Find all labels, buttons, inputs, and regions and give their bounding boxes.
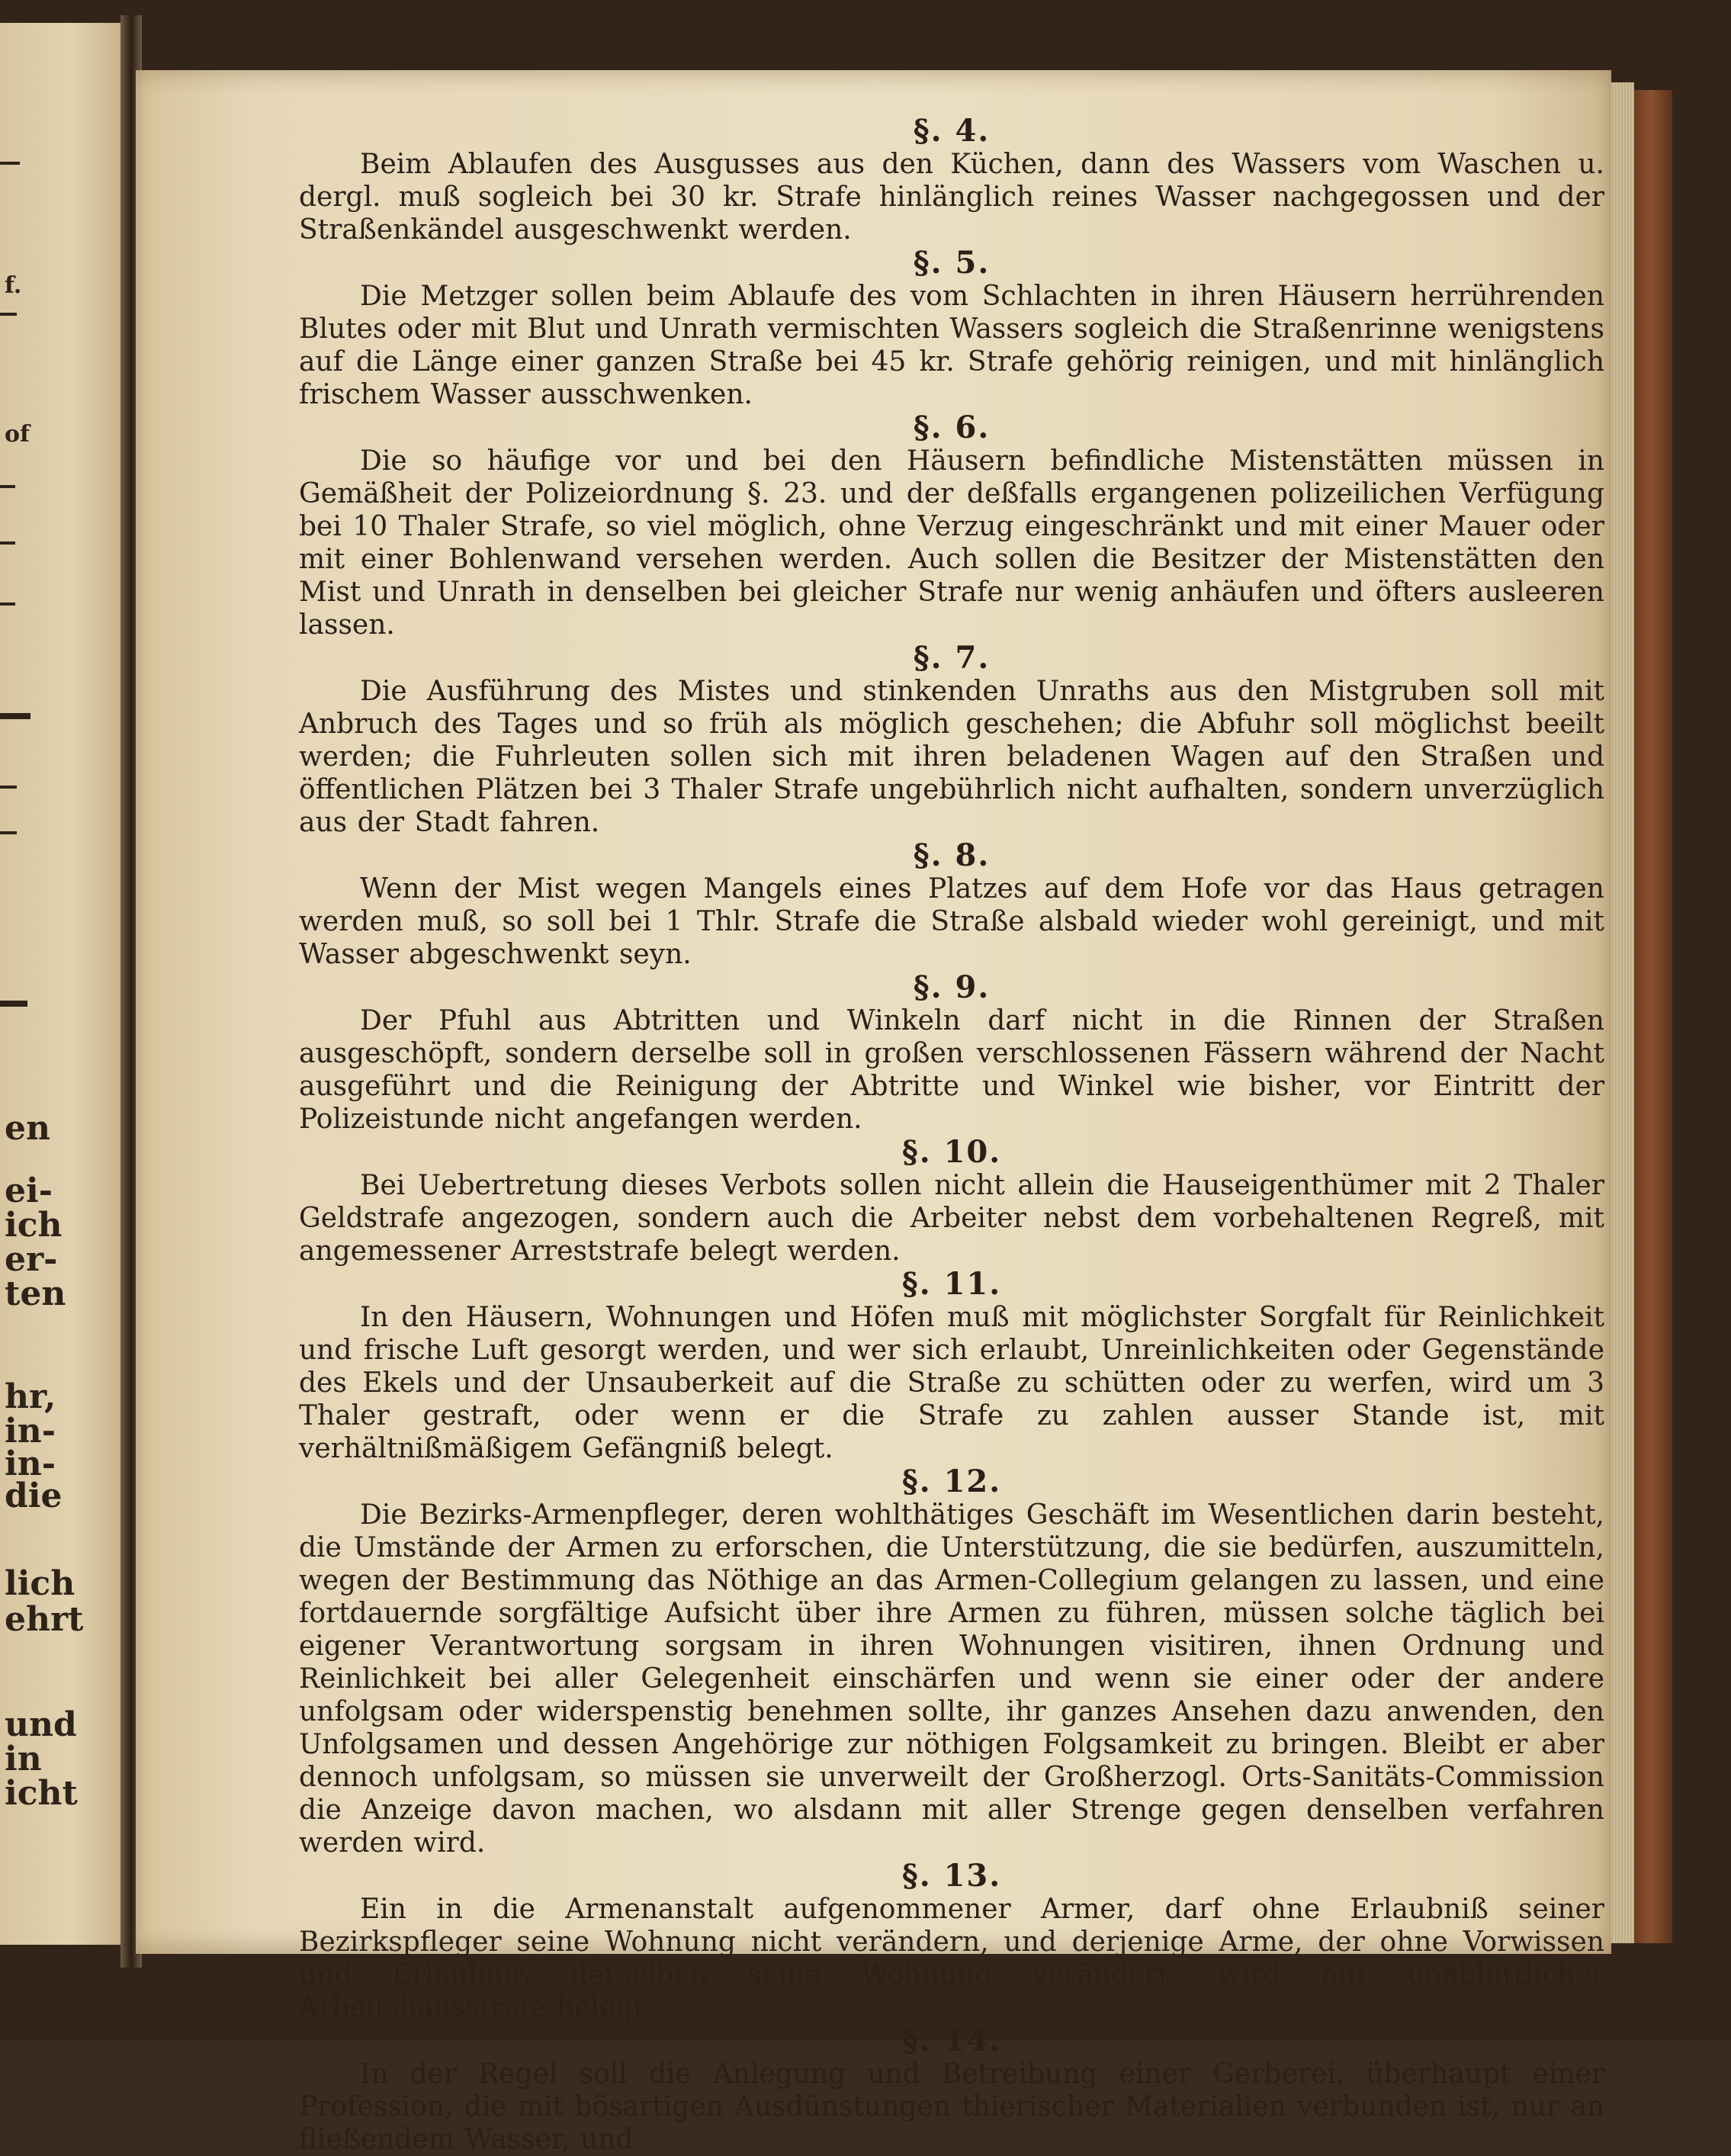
left-page-fragment: hr,	[5, 1377, 56, 1416]
section-10	[299, 1136, 1604, 1268]
section-13	[299, 1859, 1604, 2024]
page-edges	[1611, 82, 1634, 1943]
left-page-rule	[0, 831, 17, 834]
left-page-fragment: ten	[5, 1274, 66, 1313]
section-heading: §. 11.	[901, 1266, 1002, 1302]
left-page-rule	[0, 786, 17, 789]
section-4	[299, 114, 1604, 246]
section-text: Die Ausführung des Mistes und stinkenden Unraths aus den Mistgruben soll mit Anbruch des Tages und so früh als möglich geschehen; die Abfuhr soll möglichst beeilt werden; die Fuhrleuten sollen sich mit ihren beladenen Wagen auf den Straßen und öffentlichen Plätzen bei 3 Thaler Strafe ungebührlich nicht aufhalten, sondern unverzüglich aus der Stadt fahren.	[299, 676, 1604, 838]
left-page-rule	[0, 602, 15, 606]
section-heading: §. 8.	[913, 837, 991, 873]
left-page-fragment: in-	[5, 1412, 56, 1451]
left-page-fragment: die	[5, 1476, 63, 1515]
left-page-rule	[0, 1001, 27, 1007]
section-text: Die so häufige vor und bei den Häusern befindliche Mistenstätten müssen in Gemäßheit der Polizeiordnung §. 23. und der deßfalls ergangenen polizeilichen Verfügung bei 10 Thaler Strafe, so viel möglich, ohne Verzug eingeschränkt und mit einer Mauer oder mit einer Bohlenwand versehen werden. Auch sollen die Besitzer der Mistenstätten den Mist und Unrath in denselben bei gleicher Strafe nur wenig anhäufen und öfters ausleeren lassen.	[299, 445, 1604, 641]
section-9	[299, 971, 1604, 1136]
left-page-fragment: in	[5, 1740, 42, 1778]
left-page-fragment: lich	[5, 1564, 75, 1603]
section-heading: §. 14.	[901, 2023, 1002, 2058]
section-text: Wenn der Mist wegen Mangels eines Platzes auf dem Hofe vor das Haus getragen werden muß, so soll bei 1 Thlr. Strafe die Straße alsbald wieder wohl gereinigt, und mit Wasser abgeschwenkt seyn.	[299, 873, 1604, 970]
section-heading: §. 9.	[913, 969, 991, 1005]
left-page-fragment: ehrt	[5, 1600, 84, 1639]
left-page-fragment: of	[5, 421, 30, 448]
left-page-edge	[0, 23, 130, 1945]
left-page-fragment: in-	[5, 1444, 56, 1483]
section-text: In den Häusern, Wohnungen und Höfen muß mit möglichster Sorgfalt für Reinlichkeit und frische Luft gesorgt werden, und wer sich erlaubt, Unreinlichkeiten oder Gegenstände des Ekels und der Unsauberkeit auf die Straße zu schütten oder zu werfen, wird um 3 Thaler gestraft, oder wenn er die Strafe zu zahlen ausser Stande ist, mit verhältnißmäßigem Gefängniß belegt.	[299, 1302, 1604, 1464]
section-text: In der Regel soll die Anlegung und Betreibung einer Gerberei, überhaupt einer Profession, die mit bösartigen Ausdünstungen thierischer Materialien verbunden ist, nur an fließendem Wasser, und	[299, 2058, 1604, 2155]
section-8	[299, 839, 1604, 971]
section-text: Der Pfuhl aus Abtritten und Winkeln darf nicht in die Rinnen der Straßen ausgeschöpft, sondern derselbe soll in großen verschlossenen Fässern während der Nacht ausgeführt und die Reinigung der Abtritte und Winkel wie bisher, vor Eintritt der Polizeistunde nicht angefangen werden.	[299, 1005, 1604, 1135]
book-cover-edge	[1634, 90, 1672, 1943]
section-heading: §. 6.	[913, 410, 991, 445]
left-page-fragment: en	[5, 1109, 50, 1148]
left-page-fragment: ich	[5, 1206, 63, 1245]
text-column	[299, 114, 1604, 2156]
section-12	[299, 1465, 1604, 1859]
section-text: Die Metzger sollen beim Ablaufe des vom Schlachten in ihren Häusern herrührenden Blutes oder mit Blut und Unrath vermischten Wassers sogleich die Straßenrinne wenigstens auf die Länge einer ganzen Straße bei 45 kr. Strafe gehörig reinigen, und mit hinlänglich frischem Wasser ausschwenken.	[299, 281, 1604, 410]
section-heading: §. 5.	[913, 245, 991, 281]
section-5	[299, 246, 1604, 411]
section-6	[299, 411, 1604, 641]
section-text: Die Bezirks-Armenpfleger, deren wohlthätiges Geschäft im Wesentlichen darin besteht, die Umstände der Armen zu erforschen, die Unterstützung, die sie bedürfen, auszumitteln, wegen der Bestimmung das Nöthige an das Armen-Collegium gelangen zu lassen, und eine fortdauernde sorgfältige Aufsicht über ihre Armen zu führen, müssen solche täglich bei eigener Verantwortung sorgsam in ihren Wohnungen visitiren, ihnen Ordnung und Reinlichkeit bei aller Gelegenheit einschärfen und wenn sie einer oder der andere unfolgsam oder widerspenstig benehmen sollte, ihr ganzes Ansehen dazu anwenden, den Unfolgsamen und dessen Angehörige zur nöthigen Folgsamkeit zu bringen. Bleibt er aber dennoch unfolgsam, so müssen sie unverweilt der Großherzogl. Orts-Sanitäts-Commission die Anzeige davon machen, wo alsdann mit aller Strenge gegen denselben verfahren werden wird.	[299, 1499, 1604, 1859]
section-text: Bei Uebertretung dieses Verbots sollen nicht allein die Hauseigenthümer mit 2 Thaler Geldstrafe angezogen, sondern auch die Arbeiter nebst dem vorbehaltenen Regreß, mit angemessener Arreststrafe belegt werden.	[299, 1170, 1604, 1267]
left-page-rule	[0, 485, 15, 488]
left-page-fragment: ei-	[5, 1171, 53, 1210]
section-heading: §. 10.	[901, 1134, 1002, 1170]
left-page-fragment: er-	[5, 1240, 58, 1279]
left-page-rule	[0, 162, 20, 165]
section-heading: §. 4.	[913, 113, 991, 149]
section-14	[299, 2024, 1604, 2156]
section-11	[299, 1268, 1604, 1465]
section-heading: §. 13.	[901, 1858, 1002, 1894]
left-page-rule	[0, 713, 31, 719]
section-heading: §. 7.	[913, 640, 991, 676]
left-page-rule	[0, 541, 15, 545]
left-page-fragment: icht	[5, 1774, 78, 1813]
section-7	[299, 641, 1604, 839]
section-heading: §. 12.	[901, 1464, 1002, 1499]
left-page-fragment: und	[5, 1705, 77, 1744]
section-text: Beim Ablaufen des Ausgusses aus den Küchen, dann des Wassers vom Waschen u. dergl. muß sogleich bei 30 kr. Strafe hinlänglich reines Wasser nachgegossen und der Straßenkändel ausgeschwenkt werden.	[299, 149, 1604, 246]
left-page-fragment: f.	[5, 272, 22, 299]
section-text: Ein in die Armenanstalt aufgenommener Armer, darf ohne Erlaubniß seiner Bezirkspfleger seine Wohnung nicht verändern, und derjenige Arme, der ohne Vorwissen und Erlaubniß derselben seine Wohnung verändert, wird mit unabbittlicher Arbeitshausstrafe belegt.	[299, 1894, 1604, 2023]
left-page-rule	[0, 313, 17, 316]
